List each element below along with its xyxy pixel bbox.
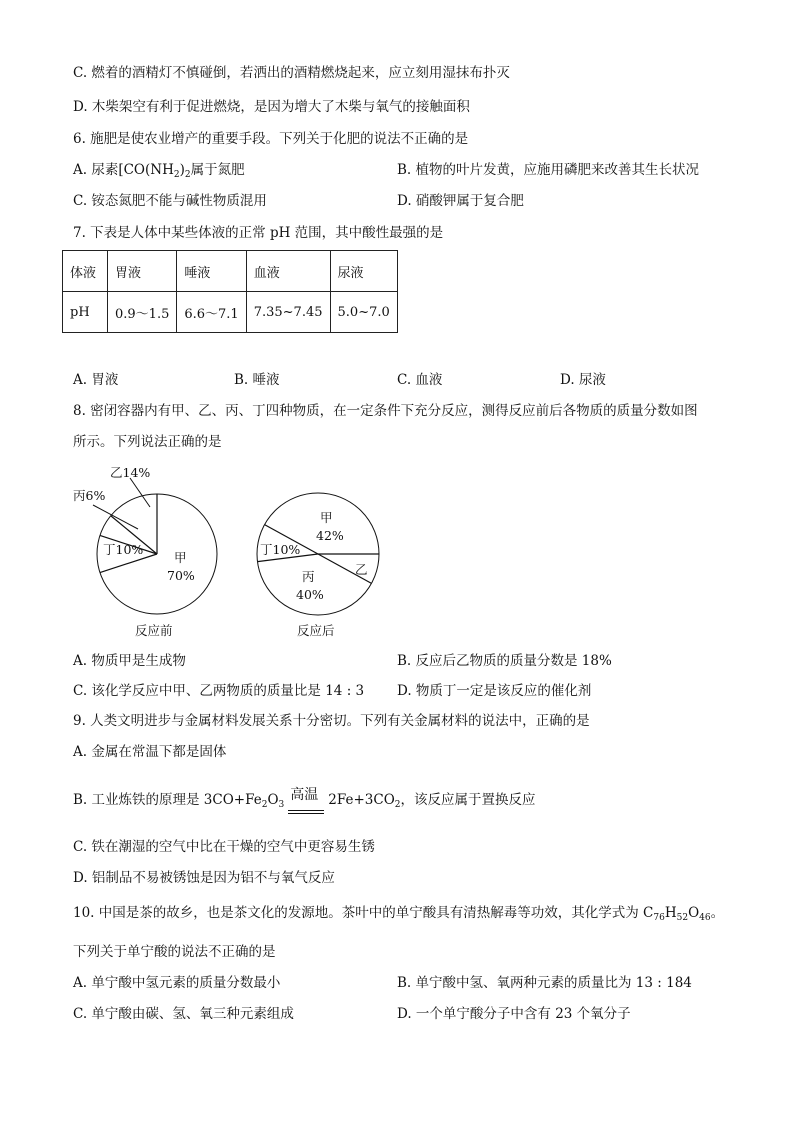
q6a-text: A. 尿素[CO(NH — [73, 162, 174, 178]
table-cell: 0.9～1.5 — [108, 292, 177, 333]
pie1-label-bing: 丙6% — [73, 488, 106, 503]
q8-option-b: B. 反应后乙物质的质量分数是 18% — [397, 653, 612, 669]
table-cell: 体液 — [63, 251, 108, 292]
q10-text: 。 — [710, 905, 725, 921]
pie2-label-bing: 丙 — [302, 569, 315, 584]
q10-option-b: B. 单宁酸中氢、氧两种元素的质量比为 13 : 184 — [397, 975, 692, 991]
table-cell: 胃液 — [108, 251, 177, 292]
q5-option-d: D. 木柴架空有利于促进燃烧，是因为增大了木柴与氧气的接触面积 — [73, 99, 470, 115]
pie1-title: 反应前 — [135, 623, 173, 638]
pie2-label-jia: 甲 — [320, 510, 333, 525]
q9-stem: 9. 人类文明进步与金属材料发展关系十分密切。下列有关金属材料的说法中，正确的是 — [73, 713, 590, 729]
condition-text: 高温 — [290, 787, 319, 803]
table-cell: 7.35~7.45 — [246, 292, 330, 333]
subscript: 76 — [653, 913, 665, 923]
subscript: 2 — [184, 170, 191, 180]
q8-stem-2: 所示。下列说法正确的是 — [73, 434, 222, 450]
table-cell: pH — [63, 292, 108, 333]
pie1-label-jia: 甲 — [174, 550, 187, 565]
q7-stem: 7. 下表是人体中某些体液的正常 pH 范围，其中酸性最强的是 — [73, 225, 444, 241]
pie1-value-jia: 70% — [167, 568, 195, 583]
q9-option-c: C. 铁在潮湿的空气中比在干燥的空气中更容易生锈 — [73, 839, 375, 855]
table-cell: 尿液 — [330, 251, 397, 292]
q9-option-d: D. 铝制品不易被锈蚀是因为铝不与氧气反应 — [73, 870, 335, 886]
q6-stem: 6. 施肥是使农业增产的重要手段。下列关于化肥的说法不正确的是 — [73, 131, 469, 147]
pie2-value-jia: 42% — [316, 528, 344, 543]
q9b-text: 2Fe+3CO — [328, 792, 395, 808]
q8-option-c: C. 该化学反应中甲、乙两物质的质量比是 14 : 3 — [73, 683, 365, 699]
subscript: 2 — [173, 170, 180, 180]
pie1-leader-line — [130, 478, 150, 507]
pie1-label-ding: 丁10% — [103, 542, 144, 557]
table-cell: 唾液 — [177, 251, 246, 292]
subscript: 46 — [699, 913, 711, 923]
q9b-text: ，该反应属于置换反应 — [400, 792, 536, 808]
q10-option-a: A. 单宁酸中氢元素的质量分数最小 — [73, 975, 281, 991]
q10-stem — [73, 904, 724, 927]
pie2-label-yi: 乙 — [355, 562, 368, 577]
pie2-title: 反应后 — [297, 623, 335, 638]
pie1-label-yi: 乙14% — [110, 465, 151, 480]
q7-option-a: A. 胃液 — [73, 372, 119, 388]
table-cell: 5.0~7.0 — [330, 292, 397, 333]
pie2-label-ding: 丁10% — [260, 542, 301, 557]
table-cell: 血液 — [246, 251, 330, 292]
pie2-value-bing: 40% — [296, 587, 324, 602]
q6a-text: 属于氮肥 — [190, 162, 245, 178]
equals-sign — [288, 810, 324, 814]
subscript: 2 — [261, 800, 268, 810]
q7-option-d: D. 尿液 — [560, 372, 606, 388]
q6-option-d: D. 硝酸钾属于复合肥 — [397, 193, 524, 209]
q9-option-a: A. 金属在常温下都是固体 — [73, 744, 227, 760]
q9-option-b — [73, 787, 536, 814]
q5-option-c: C. 燃着的酒精灯不慎碰倒，若洒出的酒精燃烧起来，应立刻用湿抹布扑灭 — [73, 65, 510, 81]
q8-option-a: A. 物质甲是生成物 — [73, 653, 186, 669]
q6-option-c: C. 铵态氮肥不能与碱性物质混用 — [73, 193, 267, 209]
subscript: 2 — [394, 800, 401, 810]
pie1-leader-line — [93, 505, 138, 529]
q9b-text: O — [267, 792, 279, 808]
q10-option-c: C. 单宁酸由碳、氢、氧三种元素组成 — [73, 1006, 294, 1022]
table-cell: 6.6～7.1 — [177, 292, 246, 333]
q6a-text: ) — [179, 162, 185, 178]
q7-option-c: C. 血液 — [397, 372, 443, 388]
q10-text: O — [688, 905, 700, 921]
q10-option-d: D. 一个单宁酸分子中含有 23 个氧分子 — [397, 1006, 631, 1022]
q10-text: 10. 中国是茶的故乡，也是茶文化的发源地。茶叶中的单宁酸具有清热解毒等功效，其化学式为 C — [73, 905, 654, 921]
q10-stem-2: 下列关于单宁酸的说法不正确的是 — [73, 944, 276, 960]
subscript: 52 — [676, 913, 689, 923]
q7-option-b: B. 唾液 — [234, 372, 280, 388]
q6-option-b: B. 植物的叶片发黄，应施用磷肥来改善其生长状况 — [397, 162, 700, 178]
subscript: 3 — [278, 800, 285, 810]
q8-stem: 8. 密闭容器内有甲、乙、丙、丁四种物质，在一定条件下充分反应，测得反应前后各物质的质量分数如图 — [73, 403, 698, 419]
q8-option-d: D. 物质丁一定是该反应的催化剂 — [397, 683, 592, 699]
q10-text: H — [664, 905, 677, 921]
q9b-text: B. 工业炼铁的原理是 3CO+Fe — [73, 792, 262, 808]
